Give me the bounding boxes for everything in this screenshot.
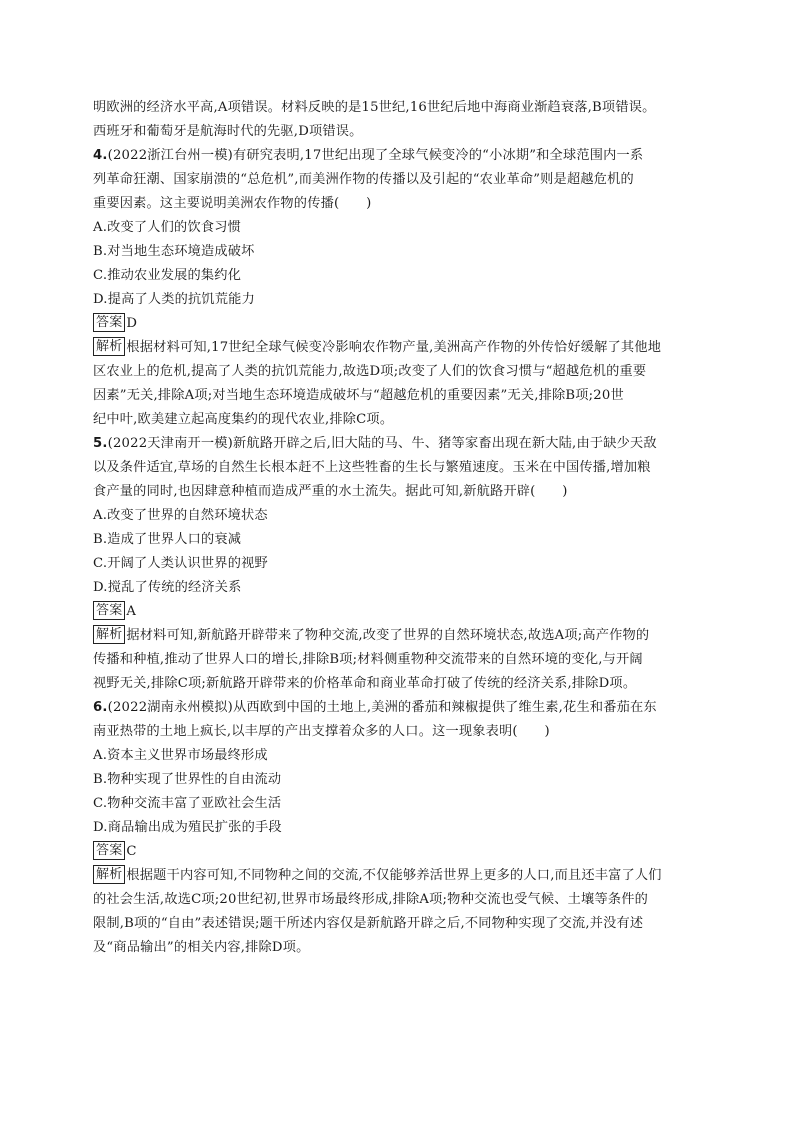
question-stem-line: 4.(2022浙江台州一模)有研究表明,17世纪出现了全球气候变冷的“小冰期”和全球范围内一系 [93,148,644,163]
answer-value: D [126,316,138,331]
previous-explanation [93,96,705,144]
analysis-line: 限制,B项的“自由”表述错误;题干所述内容仅是新航路开辟之后,不同物种实现了交流,并没有述 [93,916,644,931]
answer-value: A [126,604,137,619]
option-a: A.改变了人们的饮食习惯 [93,220,241,235]
question-stem-line: 南亚热带的土地上疯长,以丰厚的产出支撑着众多的人口。这一现象表明( ) [93,724,550,739]
analysis-tag: 解析 [93,337,125,356]
option-c: C.推动农业发展的集约化 [93,268,242,283]
option-b: B.造成了世界人口的衰减 [93,532,242,547]
text-line: 明欧洲的经济水平高,A项错误。材料反映的是15世纪,16世纪后地中海商业渐趋衰落,B项错误。 [93,100,656,115]
question-number: 6. [93,700,108,715]
analysis-tag: 解析 [93,625,125,644]
option-c: C.开阔了人类认识世界的视野 [93,556,268,571]
option-d: D.商品输出成为殖民扩张的手段 [93,820,282,835]
analysis-line: 传播和种植,推动了世界人口的增长,排除B项;材料侧重物种交流带来的自然环境的变化,与开阔 [93,652,643,667]
answer-line [93,312,705,336]
document-page [93,96,705,960]
analysis-line: 解析 根据材料可知,17世纪全球气候变冷影响农作物产量,美洲高产作物的外传恰好缓解了其他地 [93,336,705,360]
question-stem-line: 6.(2022湖南永州模拟)从西欧到中国的土地上,美洲的番茄和辣椒提供了维生素,花生和番茄在东 [93,700,657,715]
analysis-line: 解析 据材料可知,新航路开辟带来了物种交流,改变了世界的自然环境状态,故选A项;高产作物的 [93,624,705,648]
question-5 [93,432,705,696]
answer-tag: 答案 [93,313,125,332]
option-a: A.改变了世界的自然环境状态 [93,508,268,523]
analysis-line: 解析 根据题干内容可知,不同物种之间的交流,不仅能够养活世界上更多的人口,而且还丰富了人们 [93,864,705,888]
question-6 [93,696,705,960]
question-number: 5. [93,436,108,451]
analysis-line: 及“商品输出”的相关内容,排除D项。 [93,940,310,955]
question-stem-line: 重要因素。这主要说明美洲农作物的传播( ) [93,196,372,211]
option-b: B.物种实现了世界性的自由流动 [93,772,282,787]
analysis-line: 因素”无关,排除A项;对当地生态环境造成破坏与“超越危机的重要因素”无关,排除B项;20世 [93,388,624,403]
analysis-tag: 解析 [93,865,125,884]
answer-tag: 答案 [93,601,125,620]
analysis-line: 纪中叶,欧美建立起高度集约的现代农业,排除C项。 [93,412,394,427]
answer-tag: 答案 [93,841,125,860]
option-a: A.资本主义世界市场最终形成 [93,748,268,763]
question-4 [93,144,705,432]
text-line: 西班牙和葡萄牙是航海时代的先驱,D项错误。 [93,124,363,139]
option-d: D.搅乱了传统的经济关系 [93,580,242,595]
option-b: B.对当地生态环境造成破坏 [93,244,255,259]
option-c: C.物种交流丰富了亚欧社会生活 [93,796,282,811]
question-stem-line: 5.(2022天津南开一模)新航路开辟之后,旧大陆的马、牛、猪等家畜出现在新大陆,由于缺少天敌 [93,436,657,451]
answer-line [93,600,705,624]
option-d: D.提高了人类的抗饥荒能力 [93,292,255,307]
analysis-line: 区农业上的危机,提高了人类的抗饥荒能力,故选D项;改变了人们的饮食习惯与“超越危机的重要 [93,364,647,379]
question-number: 4. [93,148,108,163]
analysis-line: 的社会生活,故选C项;20世纪初,世界市场最终形成,排除A项;物种交流也受气候、土壤等条件的 [93,892,648,907]
question-stem-line: 以及条件适宜,草场的自然生长根本赶不上这些牲畜的生长与繁殖速度。玉米在中国传播,增加粮 [93,460,651,475]
analysis-line: 视野无关,排除C项;新航路开辟带来的价格革命和商业革命打破了传统的经济关系,排除D项。 [93,676,637,691]
answer-line [93,840,705,864]
question-stem-line: 食产量的同时,也因肆意种植而造成严重的水土流失。据此可知,新航路开辟( ) [93,484,568,499]
question-stem-line: 列革命狂潮、国家崩溃的“总危机”,而美洲作物的传播以及引起的“农业革命”则是超越危机的 [93,172,634,187]
answer-value: C [126,844,137,859]
